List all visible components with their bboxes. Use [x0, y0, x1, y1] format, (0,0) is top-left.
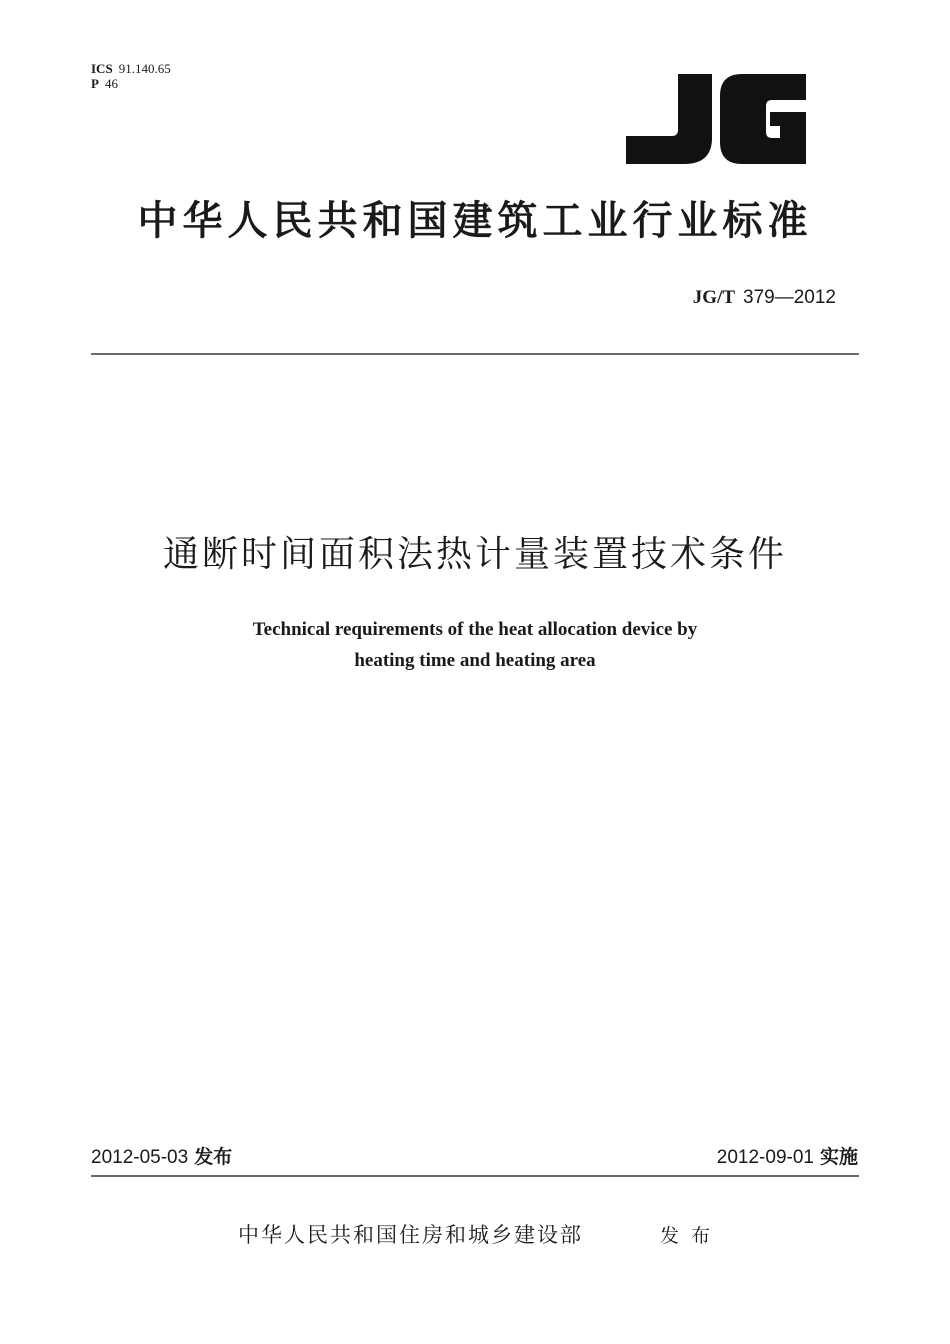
issue-date — [91, 1144, 232, 1171]
standard-number-prefix: JG/T — [692, 287, 736, 308]
implementation-date-value: 2012-09-01 — [716, 1147, 814, 1168]
english-title-line-1: Technical requirements of the heat allocation device by — [252, 619, 698, 640]
chinese-title: 通断时间面积法热计量装置技术条件 — [162, 534, 787, 575]
ccs-label: P — [91, 76, 99, 91]
ics-label: ICS — [91, 61, 113, 76]
top-divider — [91, 353, 859, 355]
english-title-line-2: heating time and heating area — [354, 650, 596, 671]
jg-logo — [620, 70, 810, 166]
standard-category: 中华人民共和国建筑工业行业标准 — [137, 198, 813, 244]
standard-number-value: 379—2012 — [743, 287, 836, 308]
implementation-date — [717, 1144, 858, 1171]
jg-logo-mark — [626, 74, 806, 164]
bottom-divider — [91, 1175, 859, 1177]
ccs-number: 46 — [104, 76, 118, 91]
ics-code — [91, 62, 171, 76]
standard-number — [693, 287, 836, 309]
ccs-code — [91, 77, 118, 91]
issued-by-label: 发布 — [660, 1225, 723, 1247]
implementation-date-label: 实施 — [819, 1146, 858, 1168]
ics-number: 91.140.65 — [118, 61, 171, 76]
issue-date-value: 2012-05-03 — [91, 1147, 189, 1168]
issue-date-label: 发布 — [194, 1146, 233, 1168]
issuing-authority: 中华人民共和国住房和城乡建设部 — [238, 1223, 583, 1247]
